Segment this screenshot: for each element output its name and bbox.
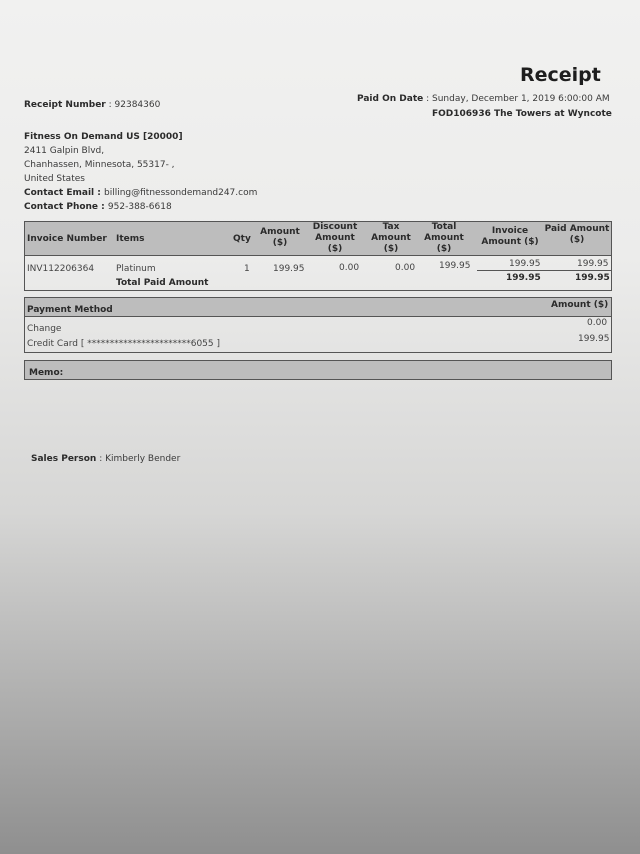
receipt-number-label: Receipt Number (24, 100, 106, 110)
cell-tax: 0.00 (395, 263, 416, 273)
cell-amount: 199.95 (273, 264, 305, 274)
header-amount: Amount ($) (260, 227, 300, 248)
address-country: United States (24, 174, 85, 184)
cell-discount: 0.00 (339, 263, 360, 273)
invoice-table (24, 221, 612, 291)
cell-invoice-amount: 199.95 (509, 259, 541, 269)
cell-total: 199.95 (439, 261, 471, 271)
paid-on-date: Paid On Date : Sunday, December 1, 2019 6:00:00 AM (357, 94, 610, 104)
header-payment-method: Payment Method (27, 305, 113, 315)
header-discount: Discount Amount ($) (312, 222, 358, 254)
contact-phone-label: Contact Phone (24, 202, 99, 212)
contact-email-value: billing@fitnessondemand247.com (104, 188, 258, 198)
address-line-2: Chanhassen, Minnesota, 55317- , (24, 160, 175, 170)
memo-box (24, 360, 612, 380)
payment-amount-credit-card: 199.95 (578, 334, 610, 344)
company-address (24, 130, 257, 214)
payment-method-change: Change (27, 324, 62, 334)
contact-email-label: Contact Email (24, 188, 95, 198)
location-name: FOD106936 The Towers at Wyncote (432, 109, 612, 119)
payment-table (24, 297, 612, 353)
header-payment-amount: Amount ($) (551, 300, 609, 310)
total-paid-label: Total Paid Amount (116, 278, 209, 288)
contact-phone-value: 952-388-6618 (107, 202, 172, 212)
company-name: Fitness On Demand US [20000] (24, 132, 183, 142)
memo-label: Memo: (29, 368, 64, 378)
header-invoice-number: Invoice Number (27, 234, 107, 244)
cell-item: Platinum (116, 264, 156, 274)
cell-qty: 1 (244, 264, 250, 274)
sales-person-label: Sales Person (31, 454, 97, 464)
payment-table-header (25, 298, 611, 317)
paid-on-label: Paid On Date (357, 94, 424, 104)
header-qty: Qty (233, 234, 251, 244)
contact-phone: Contact Phone : 952-388-6618 (24, 202, 172, 212)
contact-email: Contact Email : billing@fitnessondemand247.com (24, 188, 258, 198)
header-paid-amount: Paid Amount ($) (544, 224, 610, 245)
total-paid-amount: 199.95 (575, 273, 610, 283)
address-line-1: 2411 Galpin Blvd, (24, 146, 105, 156)
cell-paid-amount: 199.95 (577, 259, 609, 269)
invoice-table-header (25, 222, 611, 256)
header-invoice-amount: Invoice Amount ($) (481, 226, 539, 247)
receipt-number: Receipt Number : 92384360 (24, 100, 161, 110)
paid-on-value: Sunday, December 1, 2019 6:00:00 AM (432, 94, 610, 104)
header-total: Total Amount ($) (424, 222, 464, 254)
row-divider (477, 270, 611, 271)
header-items: Items (116, 234, 145, 244)
payment-method-credit-card: Credit Card [ ***********************6055 ] (27, 339, 220, 349)
cell-invoice-number: INV112206364 (27, 264, 95, 274)
header-tax: Tax Amount ($) (371, 222, 411, 254)
page-title: Receipt (520, 64, 601, 86)
sales-person: Sales Person : Kimberly Bender (31, 454, 181, 464)
receipt-number-value: 92384360 (114, 100, 161, 110)
total-invoice-amount: 199.95 (506, 273, 541, 283)
payment-amount-change: 0.00 (587, 318, 608, 328)
sales-person-value: Kimberly Bender (105, 454, 181, 464)
